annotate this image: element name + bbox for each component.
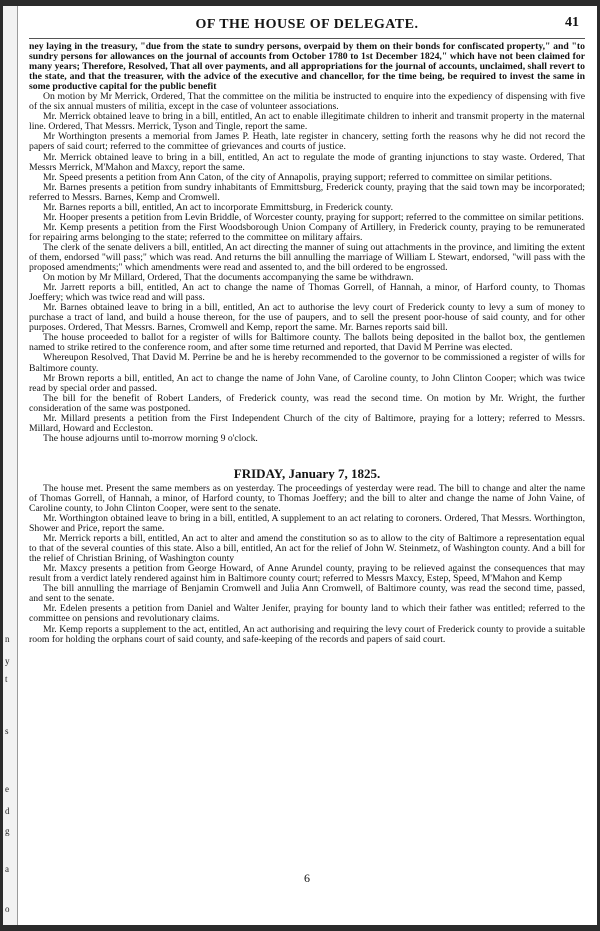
paragraph: Mr. Kemp presents a petition from the First Woodsborough Union Company of Artillery, in Frederick county, praying to be remunerated for repairing arms belonging to the state; referred to the committee on military affairs.	[29, 221, 585, 243]
scanned-page	[3, 6, 597, 925]
journal-page	[29, 10, 585, 885]
running-header	[29, 10, 585, 39]
paragraph: Mr. Millard presents a petition from the First Independent Church of the city of Baltimore, praying for a lottery; referred to Messrs. Millard, Howard and Eccleston.	[29, 412, 585, 434]
paragraph: On motion by Mr Millard, Ordered, That the documents accompanying the same be withdrawn.	[43, 272, 414, 284]
paragraph: The bill for the benefit of Robert Landers, of Frederick county, was read the second time. On motion by Mr. Wright, the further consideration of the same was postponed.	[29, 392, 585, 414]
paragraph: Mr. Speed presents a petition from Ann Caton, of the city of Annapolis, praying support; referred to committee on similar petitions.	[43, 171, 553, 183]
paragraph: Mr. Worthington obtained leave to bring in a bill, entitled, A supplement to an act relating to coroners. Ordered, That Messrs. Worthington, Shower and Price, report the same.	[29, 513, 585, 535]
margin-fragment: e	[5, 784, 9, 794]
paragraph: Mr. Merrick obtained leave to bring in a bill, entitled, An act to enable illegitimate children to inherit and transmit property in the maternal line. Ordered, That Messrs. Merrick, Tyson and Tingle, report the same.	[29, 111, 585, 133]
paragraph: Mr. Barnes presents a petition from sundry inhabitants of Emmittsburg, Frederick county, praying that the said town may be incorporated; referred to Messrs. Barnes, Kemp and Cromwell.	[29, 181, 585, 203]
folio-mark: 6	[304, 871, 310, 885]
proceedings-bottom	[29, 484, 585, 645]
margin-fragment: o	[5, 904, 10, 914]
paragraph: Mr. Maxcy presents a petition from George Howard, of Anne Arundel county, praying to be relieved against the consequences that may result from a verdict lately rendered against him in Baltimore county court; referred to Messrs Maxcy, Estep, Speed, M'Mahon and Kemp	[29, 563, 585, 585]
paragraph: Mr. Hooper presents a petition from Levin Briddle, of Worcester county, praying for support; referred to the committee on similar petitions.	[43, 211, 584, 223]
paragraph: Mr. Barnes reports a bill, entitled, An act to incorporate Emmittsburg, in Frederick county.	[43, 201, 394, 213]
paragraph: The house proceeded to ballot for a register of wills for Baltimore county. The ballots being deposited in the ballot box, the gentlemen named to strike retired to the conference room, and after some time returned and reported, that David M Perrine was elected.	[29, 332, 585, 354]
page-title: OF THE HOUSE OF DELEGATE.	[195, 17, 419, 32]
paragraph: Mr. Barnes obtained leave to bring in a bill, entitled, An act to authorise the levy court of Frederick county to levy a sum of money to purchase a tract of land, and build a house thereon, for the use of paupers, and to sell the present poor-house of said county, and for other purposes. Ordered, That Messrs. Barnes, Cromwell and Kemp, report the same. Mr. Barnes reports said bill.	[29, 302, 585, 334]
margin-fragment: d	[5, 806, 10, 816]
paragraph: Mr. Edelen presents a petition from Daniel and Walter Jenifer, praying for bounty land to which their father was entitled; referred to the committee on pensions and revolutionary claims.	[29, 603, 585, 625]
page-number: 41	[565, 15, 579, 30]
paragraph: The clerk of the senate delivers a bill, entitled, An act directing the manner of suing out attachments in the province, and limiting the extent of them, endorsed "will pass;" which was read. And returns the bill annulling the marriage of William L Stewart, endorsed, "will pass with the proposed amendments;" which amendments were read and assented to, and the bill ordered to be engrossed.	[29, 241, 585, 274]
paragraph: Mr. Kemp reports a supplement to the act, entitled, An act authorising and requiring the levy court of Frederick county to provide a suitable room for holding the orphans court of said county, and safe-keeping of the records and papers of said court.	[29, 623, 585, 645]
paragraph: Mr. Merrick obtained leave to bring in a bill, entitled, An act to regulate the mode of granting injunctions to stay waste. Ordered, That Messrs Merrick, M'Mahon and Maxcy, report the same.	[29, 151, 585, 173]
margin-fragment: n	[5, 634, 10, 644]
margin-fragment: s	[5, 726, 9, 736]
paragraph: The house met. Present the same members as on yesterday. The proceedings of yesterday were read. The bill to change and alter the name of Thomas Gorrell, of Hannah, a minor, of Harford county, to Thomas Joeffery; and the bill to alter and change the name of John Vaine, of Caroline county, to John Clinton Cooper, were sent to the senate.	[29, 482, 585, 514]
section-heading: FRIDAY, January 7, 1825.	[233, 465, 381, 481]
paragraph: Mr. Jarrett reports a bill, entitled, An act to change the name of Thomas Gorrell, of Hannah, a minor, of Harford county, to Thomas Joeffery; which was twice read and will pass.	[29, 282, 585, 304]
paragraph: Mr Brown reports a bill, entitled, An act to change the name of John Vane, of Caroline county, to John Clinton Cooper; which was twice read by special order and passed.	[29, 372, 585, 394]
paragraph: The house adjourns until to-morrow morning 9 o'clock.	[43, 432, 258, 444]
margin-fragment: g	[5, 826, 10, 836]
margin-fragment: a	[5, 864, 9, 874]
paragraph: Mr. Merrick reports a bill, entitled, An act to alter and amend the constitution so as to allow to the city of Baltimore a representation equal to that of the several counties of this state. Also a bill, entitled, An act for the relief of John W. Steinmetz, of Washington county. And a bill for the relief of Christian Brining, of Washington county	[29, 533, 585, 565]
facing-page-margin	[3, 6, 18, 925]
margin-fragment: t	[5, 674, 8, 684]
margin-fragment: y	[5, 656, 10, 666]
paragraph: The bill annulling the marriage of Benjamin Cromwell and Julia Ann Cromwell, of Baltimore county, was read the second time, passed, and sent to the senate.	[29, 583, 585, 605]
paragraph: Mr Worthington presents a memorial from James P. Heath, late register in chancery, setting forth the reasons why he did not record the papers of said court; referred to the committee of grievances and courts of justice.	[29, 131, 585, 153]
paragraph: ney laying in the treasury, "due from the state to sundry persons, overpaid by them on their bonds for confiscated property," and "to sundry persons for allowances on the journal of accounts from October 1780 to 1st December 1824," which have not been claimed for many years; Therefore, Resolved, That all over payments, and all appropriations for the journal of accounts, unclaimed, shall revert to the state, and that the treasurer, with the advice of the executive and chancellor, for the time being, be required to invest the same in some productive capital for the public benefit	[29, 41, 585, 93]
paragraph: Whereupon Resolved, That David M. Perrine be and he is hereby recommended to the governor to be commissioned a register of wills for Baltimore county.	[29, 352, 585, 374]
proceedings-top	[29, 42, 585, 444]
paragraph: On motion by Mr Merrick, Ordered, That the committee on the militia be instructed to enquire into the expediency of dispensing with five of the six annual musters of militia, except in the case of volunteer associations.	[29, 91, 585, 113]
